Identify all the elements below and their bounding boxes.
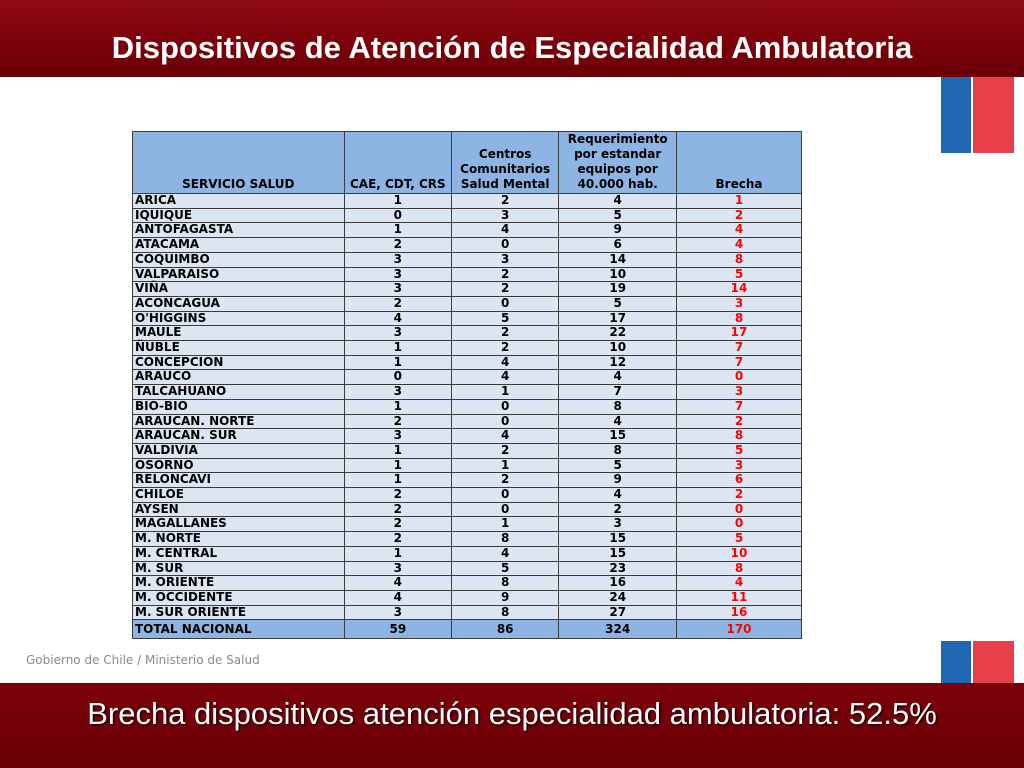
flag-blue-band <box>941 641 971 683</box>
cae-cell: 1 <box>344 458 451 473</box>
footer-bar <box>0 683 1024 768</box>
brecha-cell: 4 <box>677 576 802 591</box>
requerimiento-cell: 5 <box>559 296 677 311</box>
requerimiento-cell: 4 <box>559 370 677 385</box>
cae-cell: 2 <box>344 238 451 253</box>
table-header-row <box>133 132 802 194</box>
brecha-cell: 5 <box>677 443 802 458</box>
ccsm-cell: 1 <box>452 517 559 532</box>
ccsm-cell: 2 <box>452 282 559 297</box>
servicio-cell: M. OCCIDENTE <box>133 590 345 605</box>
dispositivos-table <box>132 131 802 639</box>
table-row <box>133 194 802 209</box>
cae-cell: 3 <box>344 326 451 341</box>
cae-cell: 2 <box>344 488 451 503</box>
servicio-cell: VALPARAISO <box>133 267 345 282</box>
table-row <box>133 517 802 532</box>
servicio-cell: ARAUCAN. NORTE <box>133 414 345 429</box>
servicio-cell: CHILOE <box>133 488 345 503</box>
cae-cell: 0 <box>344 370 451 385</box>
brecha-cell: 0 <box>677 502 802 517</box>
requerimiento-cell: 12 <box>559 355 677 370</box>
brecha-cell: 8 <box>677 311 802 326</box>
cae-cell: 2 <box>344 296 451 311</box>
brecha-cell: 10 <box>677 546 802 561</box>
table-row <box>133 546 802 561</box>
ccsm-cell: 86 <box>452 620 559 639</box>
brecha-cell: 0 <box>677 517 802 532</box>
servicio-cell: TOTAL NACIONAL <box>133 620 345 639</box>
cae-cell: 3 <box>344 561 451 576</box>
requerimiento-cell: 10 <box>559 341 677 356</box>
requerimiento-cell: 9 <box>559 473 677 488</box>
ccsm-cell: 5 <box>452 561 559 576</box>
ccsm-cell: 2 <box>452 326 559 341</box>
servicio-cell: COQUIMBO <box>133 252 345 267</box>
ccsm-cell: 4 <box>452 223 559 238</box>
servicio-cell: ARICA <box>133 194 345 209</box>
brecha-cell: 16 <box>677 605 802 620</box>
servicio-cell: BIO-BIO <box>133 399 345 414</box>
requerimiento-cell: 17 <box>559 311 677 326</box>
brecha-cell: 5 <box>677 532 802 547</box>
table-row <box>133 326 802 341</box>
brecha-cell: 8 <box>677 561 802 576</box>
page-title: Dispositivos de Atención de Especialidad Ambulatoria <box>111 30 913 65</box>
header-brecha: Brecha <box>677 132 802 194</box>
ccsm-cell: 0 <box>452 296 559 311</box>
requerimiento-cell: 6 <box>559 238 677 253</box>
servicio-cell: ACONCAGUA <box>133 296 345 311</box>
servicio-cell: OSORNO <box>133 458 345 473</box>
table-row <box>133 252 802 267</box>
table-row <box>133 341 802 356</box>
servicio-cell: M. NORTE <box>133 532 345 547</box>
table-row <box>133 605 802 620</box>
header-requerimiento: Requerimiento por estandar equipos por 40.000 hab. <box>559 132 677 194</box>
table-row <box>133 561 802 576</box>
ccsm-cell: 8 <box>452 532 559 547</box>
requerimiento-cell: 23 <box>559 561 677 576</box>
cae-cell: 59 <box>344 620 451 639</box>
brecha-cell: 3 <box>677 458 802 473</box>
servicio-cell: O'HIGGINS <box>133 311 345 326</box>
servicio-cell: AYSEN <box>133 502 345 517</box>
table-row <box>133 238 802 253</box>
requerimiento-cell: 22 <box>559 326 677 341</box>
ccsm-cell: 4 <box>452 429 559 444</box>
table-body <box>133 194 802 639</box>
cae-cell: 2 <box>344 517 451 532</box>
servicio-cell: M. CENTRAL <box>133 546 345 561</box>
requerimiento-cell: 5 <box>559 208 677 223</box>
brecha-cell: 7 <box>677 341 802 356</box>
total-row <box>133 620 802 639</box>
requerimiento-cell: 15 <box>559 429 677 444</box>
table-row <box>133 532 802 547</box>
table-row <box>133 399 802 414</box>
cae-cell: 2 <box>344 532 451 547</box>
ccsm-cell: 0 <box>452 399 559 414</box>
brecha-cell: 1 <box>677 194 802 209</box>
requerimiento-cell: 5 <box>559 458 677 473</box>
ccsm-cell: 3 <box>452 252 559 267</box>
servicio-cell: IQUIQUE <box>133 208 345 223</box>
brecha-cell: 4 <box>677 238 802 253</box>
cae-cell: 1 <box>344 341 451 356</box>
cae-cell: 3 <box>344 252 451 267</box>
ccsm-cell: 5 <box>452 311 559 326</box>
flag-blue-band <box>941 77 971 153</box>
requerimiento-cell: 4 <box>559 414 677 429</box>
cae-cell: 3 <box>344 605 451 620</box>
servicio-cell: CONCEPCION <box>133 355 345 370</box>
table-row <box>133 590 802 605</box>
requerimiento-cell: 7 <box>559 385 677 400</box>
cae-cell: 1 <box>344 443 451 458</box>
requerimiento-cell: 14 <box>559 252 677 267</box>
requerimiento-cell: 15 <box>559 546 677 561</box>
brecha-cell: 0 <box>677 370 802 385</box>
brecha-cell: 170 <box>677 620 802 639</box>
ccsm-cell: 4 <box>452 355 559 370</box>
brecha-cell: 2 <box>677 414 802 429</box>
table-row <box>133 223 802 238</box>
table-row <box>133 443 802 458</box>
brecha-cell: 7 <box>677 355 802 370</box>
requerimiento-cell: 27 <box>559 605 677 620</box>
servicio-cell: ATACAMA <box>133 238 345 253</box>
servicio-cell: MAGALLANES <box>133 517 345 532</box>
ministry-label: Gobierno de Chile / Ministerio de Salud <box>26 653 260 667</box>
servicio-cell: TALCAHUANO <box>133 385 345 400</box>
cae-cell: 3 <box>344 282 451 297</box>
table-row <box>133 576 802 591</box>
cae-cell: 0 <box>344 208 451 223</box>
table-row <box>133 473 802 488</box>
ccsm-cell: 8 <box>452 605 559 620</box>
table-row <box>133 429 802 444</box>
servicio-cell: VALDIVIA <box>133 443 345 458</box>
ccsm-cell: 2 <box>452 473 559 488</box>
cae-cell: 2 <box>344 502 451 517</box>
cae-cell: 1 <box>344 399 451 414</box>
cae-cell: 1 <box>344 223 451 238</box>
servicio-cell: ARAUCO <box>133 370 345 385</box>
brecha-cell: 17 <box>677 326 802 341</box>
table-row <box>133 311 802 326</box>
requerimiento-cell: 324 <box>559 620 677 639</box>
cae-cell: 2 <box>344 414 451 429</box>
servicio-cell: M. SUR ORIENTE <box>133 605 345 620</box>
table-row <box>133 385 802 400</box>
title-bar <box>0 0 1024 77</box>
cae-cell: 1 <box>344 194 451 209</box>
requerimiento-cell: 10 <box>559 267 677 282</box>
cae-cell: 4 <box>344 576 451 591</box>
servicio-cell: RELONCAVI <box>133 473 345 488</box>
brecha-cell: 2 <box>677 488 802 503</box>
table-row <box>133 488 802 503</box>
brecha-cell: 2 <box>677 208 802 223</box>
requerimiento-cell: 19 <box>559 282 677 297</box>
brecha-cell: 8 <box>677 252 802 267</box>
servicio-cell: M. ORIENTE <box>133 576 345 591</box>
cae-cell: 1 <box>344 546 451 561</box>
brecha-cell: 3 <box>677 296 802 311</box>
cae-cell: 4 <box>344 311 451 326</box>
requerimiento-cell: 2 <box>559 502 677 517</box>
ccsm-cell: 1 <box>452 458 559 473</box>
requerimiento-cell: 3 <box>559 517 677 532</box>
requerimiento-cell: 4 <box>559 488 677 503</box>
table-row <box>133 208 802 223</box>
cae-cell: 1 <box>344 473 451 488</box>
ccsm-cell: 2 <box>452 267 559 282</box>
brecha-cell: 11 <box>677 590 802 605</box>
flag-red-band <box>973 641 1014 683</box>
servicio-cell: ÑUBLE <box>133 341 345 356</box>
requerimiento-cell: 8 <box>559 443 677 458</box>
brecha-cell: 14 <box>677 282 802 297</box>
header-servicio-salud: SERVICIO SALUD <box>133 132 345 194</box>
requerimiento-cell: 8 <box>559 399 677 414</box>
brecha-cell: 6 <box>677 473 802 488</box>
table-row <box>133 267 802 282</box>
cae-cell: 3 <box>344 267 451 282</box>
servicio-cell: ANTOFAGASTA <box>133 223 345 238</box>
cae-cell: 3 <box>344 385 451 400</box>
header-centros-comunitarios: Centros Comunitarios Salud Mental <box>452 132 559 194</box>
brecha-cell: 5 <box>677 267 802 282</box>
requerimiento-cell: 16 <box>559 576 677 591</box>
table-row <box>133 458 802 473</box>
table-row <box>133 296 802 311</box>
servicio-cell: MAULE <box>133 326 345 341</box>
servicio-cell: ARAUCAN. SUR <box>133 429 345 444</box>
brecha-cell: 7 <box>677 399 802 414</box>
cae-cell: 4 <box>344 590 451 605</box>
brecha-cell: 8 <box>677 429 802 444</box>
chile-flag-stripe-top <box>941 77 1014 153</box>
requerimiento-cell: 9 <box>559 223 677 238</box>
servicio-cell: M. SUR <box>133 561 345 576</box>
brecha-cell: 3 <box>677 385 802 400</box>
servicio-cell: VIÑA <box>133 282 345 297</box>
requerimiento-cell: 24 <box>559 590 677 605</box>
ccsm-cell: 0 <box>452 238 559 253</box>
ccsm-cell: 4 <box>452 370 559 385</box>
ccsm-cell: 0 <box>452 414 559 429</box>
footer-summary: Brecha dispositivos atención especialidad ambulatoria: 52.5% <box>87 696 937 731</box>
table-row <box>133 370 802 385</box>
requerimiento-cell: 4 <box>559 194 677 209</box>
ccsm-cell: 9 <box>452 590 559 605</box>
ccsm-cell: 2 <box>452 443 559 458</box>
ccsm-cell: 2 <box>452 194 559 209</box>
ccsm-cell: 3 <box>452 208 559 223</box>
ccsm-cell: 1 <box>452 385 559 400</box>
ccsm-cell: 4 <box>452 546 559 561</box>
cae-cell: 3 <box>344 429 451 444</box>
chile-flag-stripe-bottom <box>941 641 1014 683</box>
flag-red-band <box>973 77 1014 153</box>
ccsm-cell: 0 <box>452 488 559 503</box>
table-row <box>133 502 802 517</box>
table-row <box>133 282 802 297</box>
header-cae-cdt-crs: CAE, CDT, CRS <box>344 132 451 194</box>
ccsm-cell: 2 <box>452 341 559 356</box>
cae-cell: 1 <box>344 355 451 370</box>
table-row <box>133 414 802 429</box>
table-row <box>133 355 802 370</box>
requerimiento-cell: 15 <box>559 532 677 547</box>
brecha-cell: 4 <box>677 223 802 238</box>
ccsm-cell: 0 <box>452 502 559 517</box>
ccsm-cell: 8 <box>452 576 559 591</box>
